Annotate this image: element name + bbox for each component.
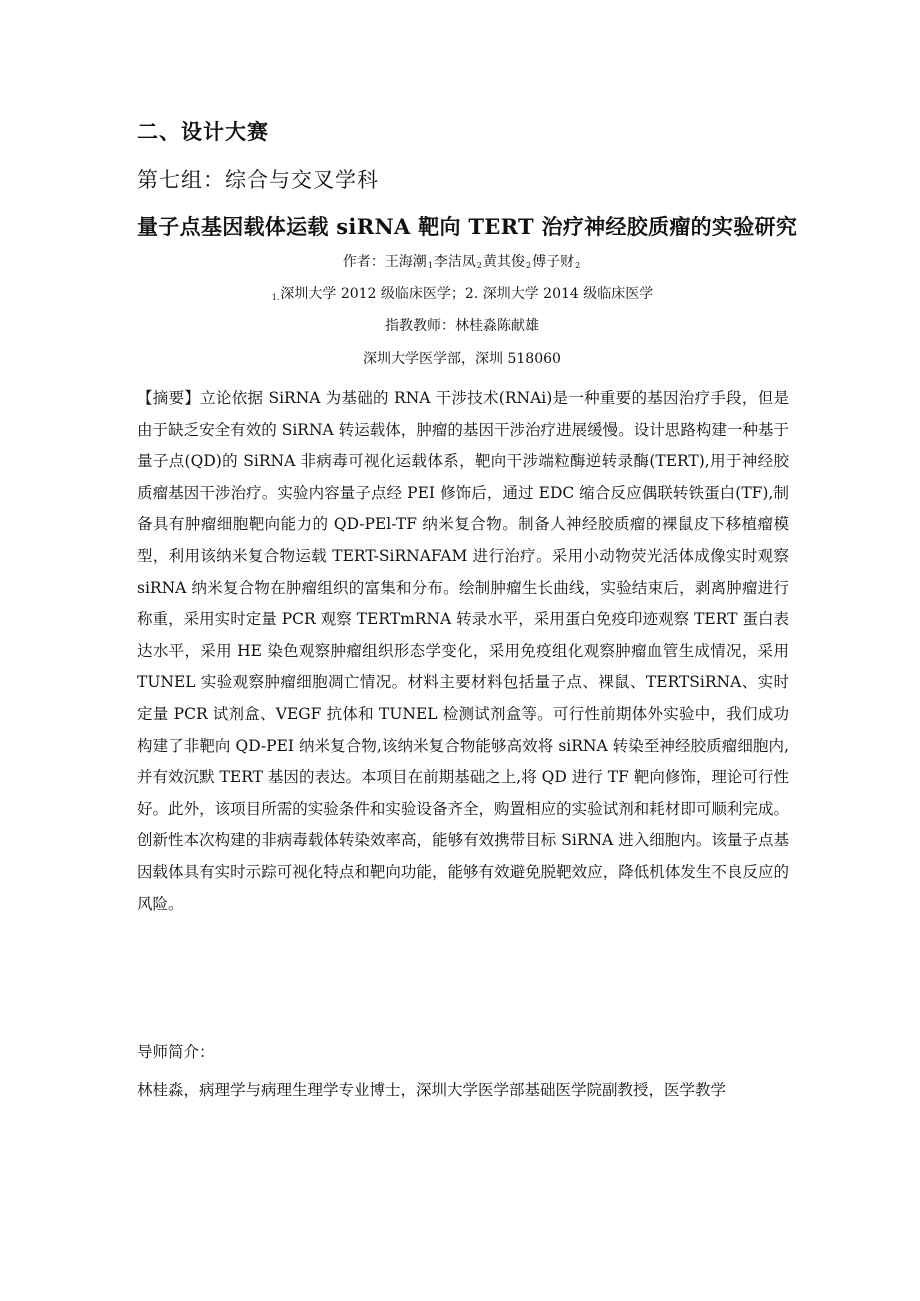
author-name: 王海潮 xyxy=(384,254,427,270)
author-affil-mark: 2 xyxy=(526,261,532,270)
author-name: 傅子财 xyxy=(532,254,575,270)
abstract-tag: 【摘要】 xyxy=(137,389,201,407)
author-affil-mark: 1 xyxy=(427,261,433,270)
author-affil-mark: 2 xyxy=(575,261,581,270)
advisor-line: 指教教师：林桂淼陈献雄 xyxy=(385,318,539,334)
paper-title: 量子点基因载体运载 siRNA 靶向 TERT 治疗神经胶质瘤的实验研究 xyxy=(137,214,798,239)
author-name: 李洁凤 xyxy=(433,254,476,270)
affiliation-mark: 1. xyxy=(271,293,280,302)
author-affil-mark: 2 xyxy=(476,261,482,270)
author-line xyxy=(137,251,787,271)
abstract-body: 立论依据 SiRNA 为基础的 RNA 干涉技术(RNAi)是一种重要的基因治疗手段，但是由于缺乏安全有效的 SiRNA 转运载体，肿瘤的基因干涉治疗进展缓慢。设计思路构建一种基于量子点(QD)的 SiRNA 非病毒可视化运载体系，靶向干涉端粒酶逆转录酶(TERT),用于神经胶质瘤基因干涉治疗。实验内容量子点经 PEI 修饰后，通过 EDC 缩合反应偶联转铁蛋白(TF),制备具有肿瘤细胞靶向能力的 QD-PEl-TF 纳米复合物。制备人神经胶质瘤的裸鼠皮下移植瘤模型，利用该纳米复合物运载 TERT-SiRNAFAM 进行治疗。采用小动物荧光活体成像实时观察 siRNA 纳米复合物在肿瘤组织的富集和分布。绘制肿瘤生长曲线，实验结束后，剥离肿瘤进行称重，采用实时定量 PCR 观察 TERTmRNA 转录水平，采用蛋白免疫印迹观察 TERT 蛋白表达水平，采用 HE 染色观察肿瘤组织形态学变化，采用免疫组化观察肿瘤血管生成情况，采用 TUNEL 实验观察肿瘤细胞凋亡情况。材料主要材料包括量子点、裸鼠、TERTSiRNA、实时定量 PCR 试剂盒、VEGF 抗体和 TUNEL 检测试剂盒等。可行性前期体外实验中，我们成功构建了非靶向 QD-PEI 纳米复合物,该纳米复合物能够高效将 siRNA 转染至神经胶质瘤细胞内,并有效沉默 TERT 基因的表达。本项目在前期基础之上,将 QD 进行 TF 靶向修饰，理论可行性好。此外，该项目所需的实验条件和实验设备齐全，购置相应的实验试剂和耗材即可顺利完成。创新性本次构建的非病毒载体转染效率高，能够有效携带目标 SiRNA 进入细胞内。该量子点基因载体具有实时示踪可视化特点和靶向功能，能够有效避免脱靶效应，降低机体发生不良反应的风险。 xyxy=(137,389,789,913)
mentor-intro: 林桂淼，病理学与病理生理学专业博士，深圳大学医学部基础医学院副教授，医学教学 xyxy=(137,1081,727,1099)
author-label: 作者： xyxy=(342,254,385,270)
group-heading: 第七组：综合与交叉学科 xyxy=(137,168,379,192)
address-line: 深圳大学医学部，深圳 518060 xyxy=(363,351,561,367)
mentor-label: 导师简介： xyxy=(137,1043,215,1061)
author-name: 黄其俊 xyxy=(483,254,525,270)
affiliation-text: 深圳大学 2012 级临床医学；2. 深圳大学 2014 级临床医学 xyxy=(280,286,654,302)
affiliation-line xyxy=(137,283,787,303)
section-heading: 二、设计大赛 xyxy=(137,119,269,144)
abstract-paragraph xyxy=(137,383,789,920)
